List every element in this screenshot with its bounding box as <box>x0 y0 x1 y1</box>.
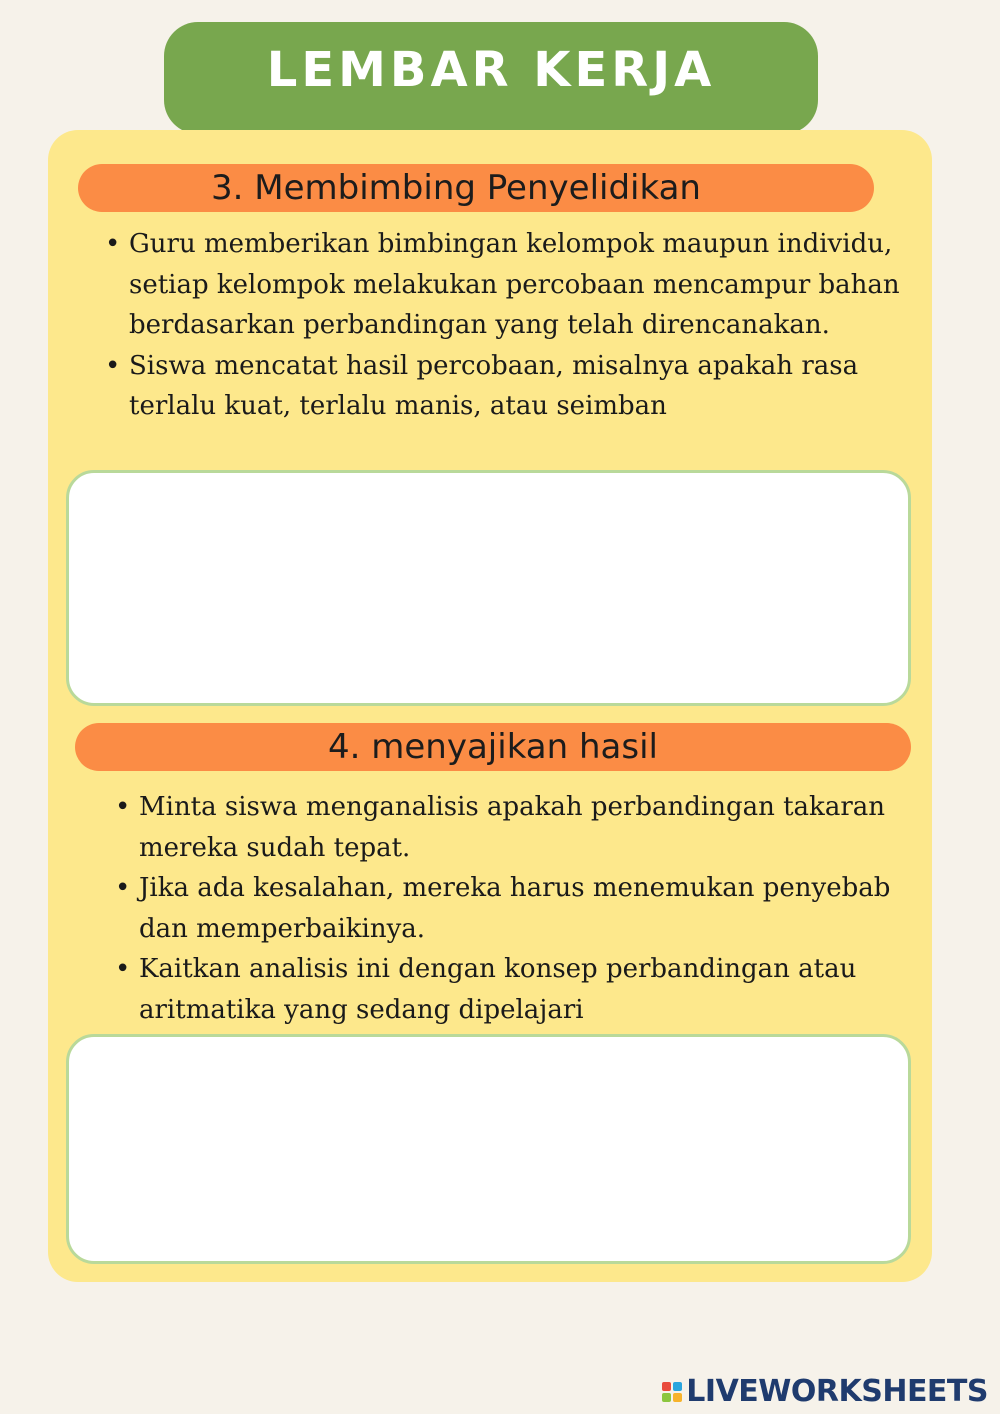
title-banner <box>164 22 818 134</box>
liveworksheets-logo-icon <box>662 1382 682 1402</box>
list-item: • Minta siswa menganalisis apakah perbandingan takaran mereka sudah tepat. <box>115 787 895 868</box>
list-item: • Jika ada kesalahan, mereka harus menemukan penyebab dan memperbaikinya. <box>115 868 895 949</box>
section-4-list <box>115 787 895 1030</box>
brand-name: LIVEWORKSHEETS <box>686 1374 988 1409</box>
answer-box-section-4[interactable] <box>66 1034 911 1264</box>
answer-box-section-3[interactable] <box>66 470 911 706</box>
liveworksheets-brand <box>662 1374 988 1409</box>
section-3-heading: 3. Membimbing Penyelidikan <box>78 164 874 212</box>
list-item: • Siswa mencatat hasil percobaan, misalnya apakah rasa terlalu kuat, terlalu manis, atau seimban <box>105 346 905 427</box>
section-3-list <box>105 224 905 427</box>
section-4-heading: 4. menyajikan hasil <box>75 723 911 771</box>
list-item: • Guru memberikan bimbingan kelompok maupun individu, setiap kelompok melakukan percobaan mencampur bahan berdasarkan perbandingan yang telah direncanakan. <box>105 224 905 346</box>
page-title: LEMBAR KERJA <box>266 42 716 98</box>
list-item: • Kaitkan analisis ini dengan konsep perbandingan atau aritmatika yang sedang dipelajari <box>115 949 895 1030</box>
